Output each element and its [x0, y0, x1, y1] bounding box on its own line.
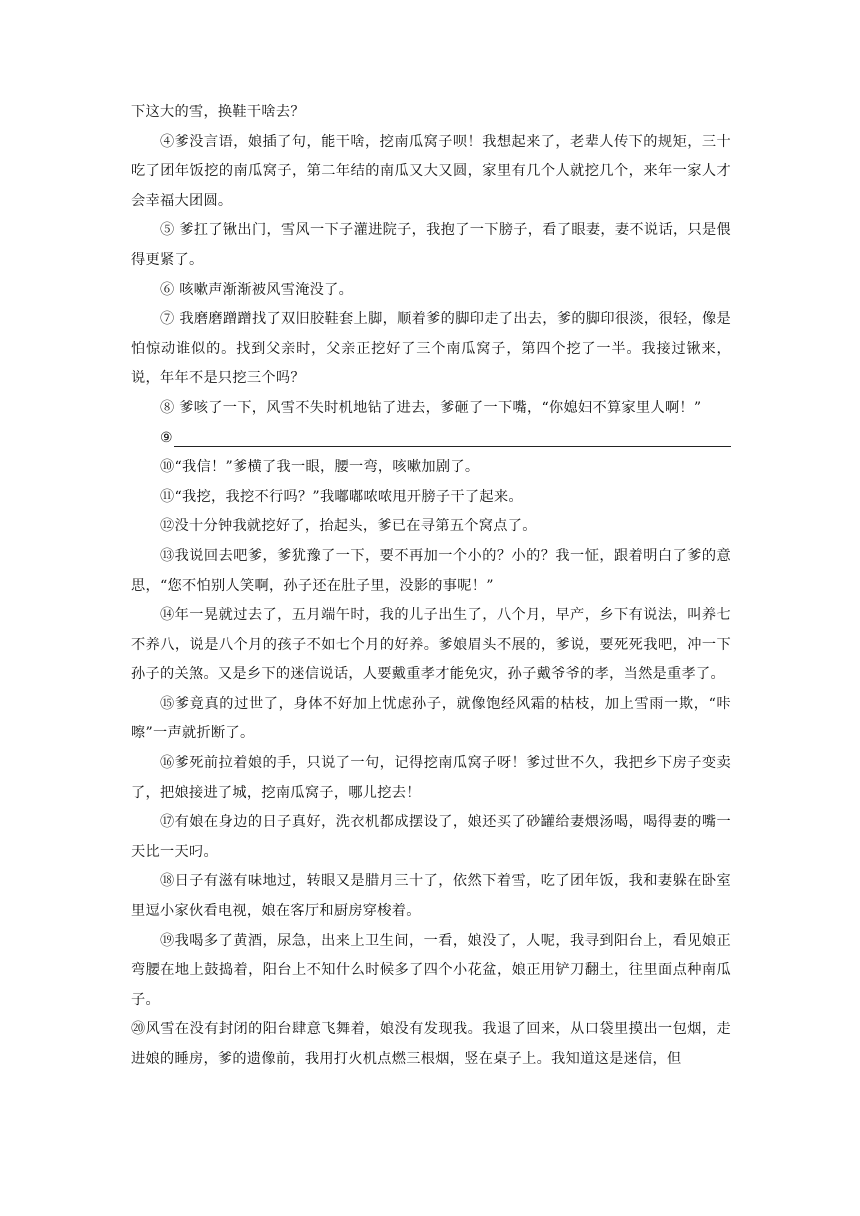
- paragraph-p14: ⑭年一晃就过去了，五月端午时，我的儿子出生了，八个月，早产，乡下有说法，叫养七不养八，说是八个月的孩子不如七个月的好养。爹娘眉头不展的，爹说，要死死我吧，冲一下孙子的关煞。又是乡下的迷信说话，人要戴重孝才能免灾，孙子戴爷爷的孝，当然是重孝了。: [131, 607, 731, 683]
- document-page: [131, 98, 731, 1075]
- paragraph-p12: ⑫没十分钟我就挖好了，抬起头，爹已在寻第五个窝点了。: [160, 518, 537, 535]
- paragraph-p17: ⑰有娘在身边的日子真好，洗衣机都成摆设了，娘还买了砂罐给妻煨汤喝，喝得妻的嘴一天比一天叼。: [131, 814, 731, 860]
- paragraph-p6: ⑥ 咳嗽声渐渐被风雪淹没了。: [160, 281, 354, 298]
- blank-underline: [174, 446, 731, 447]
- paragraph-p15: ⑮爹竟真的过世了，身体不好加上忧虑孙子，就像饱经风霜的枯枝，加上雪雨一欺，“咔嚓”一声就折断了。: [131, 695, 731, 742]
- paragraph-p16: ⑯爹死前拉着娘的手，只说了一句，记得挖南瓜窝子呀！爹过世不久，我把乡下房子变卖了，把娘接进了城，挖南瓜窝子，哪儿挖去！: [131, 755, 731, 801]
- paragraphs-before-blank: [131, 98, 731, 424]
- paragraph-p0: 下这大的雪，换鞋干啥去？: [131, 104, 305, 120]
- paragraph-p18: ⑱日子有滋有味地过，转眼又是腊月三十了，依然下着雪，吃了团年饭，我和妻躲在卧室里逗小家伙看电视，娘在客厅和厨房穿梭着。: [131, 873, 731, 920]
- paragraph-p19: ⑲我喝多了黄酒，尿急，出来上卫生间，一看，娘没了，人呢，我寻到阳台上，看见娘正弯腰在地上鼓捣着，阳台上不知什么时候多了四个小花盆，娘正用铲刀翻土，往里面点种南瓜子。: [131, 932, 731, 1008]
- paragraph-p7: ⑦ 我磨磨蹭蹭找了双旧胶鞋套上脚，顺着爹的脚印走了出去，爹的脚印很淡，很轻，像是怕惊动谁似的。找到父亲时，父亲正挖好了三个南瓜窝子，第四个挖了一半。我接过锹来，说，年年不是只挖三个吗？: [131, 311, 731, 387]
- paragraph-p20: ⑳风雪在没有封闭的阳台肆意飞舞着，娘没有发现我。我退了回来，从口袋里摸出一包烟，走进娘的睡房，爹的遗像前，我用打火机点燃三根烟，竖在桌子上。我知道这是迷信，但: [131, 1021, 731, 1067]
- paragraph-p11: ⑪“我挖，我挖不行吗？”我嘟嘟哝哝甩开膀子干了起来。: [160, 488, 523, 505]
- paragraph-p4: ④爹没言语，娘插了句，能干啥，挖南瓜窝子呗！我想起来了，老辈人传下的规矩，三十吃了团年饭挖的南瓜窝子，第二年结的南瓜又大又圆，家里有几个人就挖几个，来年一家人才会幸福大团圆。: [131, 133, 731, 209]
- paragraphs-after-blank: [131, 453, 731, 1074]
- paragraph-p13: ⑬我说回去吧爹，爹犹豫了一下，要不再加一个小的？小的？我一怔，跟着明白了爹的意思，“您不怕别人笑啊，孙子还在肚子里，没影的事呢！”: [131, 547, 731, 594]
- paragraph-p10: ⑩“我信！”爹横了我一眼，腰一弯，咳嗽加剧了。: [160, 459, 480, 476]
- fill-in-blank-line: [131, 424, 731, 454]
- paragraph-p5: ⑤ 爹扛了锹出门，雪风一下子灌进院子，我抱了一下膀子，看了眼妻，妻不说话，只是偎得更紧了。: [131, 222, 731, 268]
- blank-paragraph-number: ⑨: [160, 429, 173, 446]
- paragraph-p8: ⑧ 爹咳了一下，风雪不失时机地钻了进去，爹砸了一下嘴，“你媳妇不算家里人啊！”: [160, 399, 702, 416]
